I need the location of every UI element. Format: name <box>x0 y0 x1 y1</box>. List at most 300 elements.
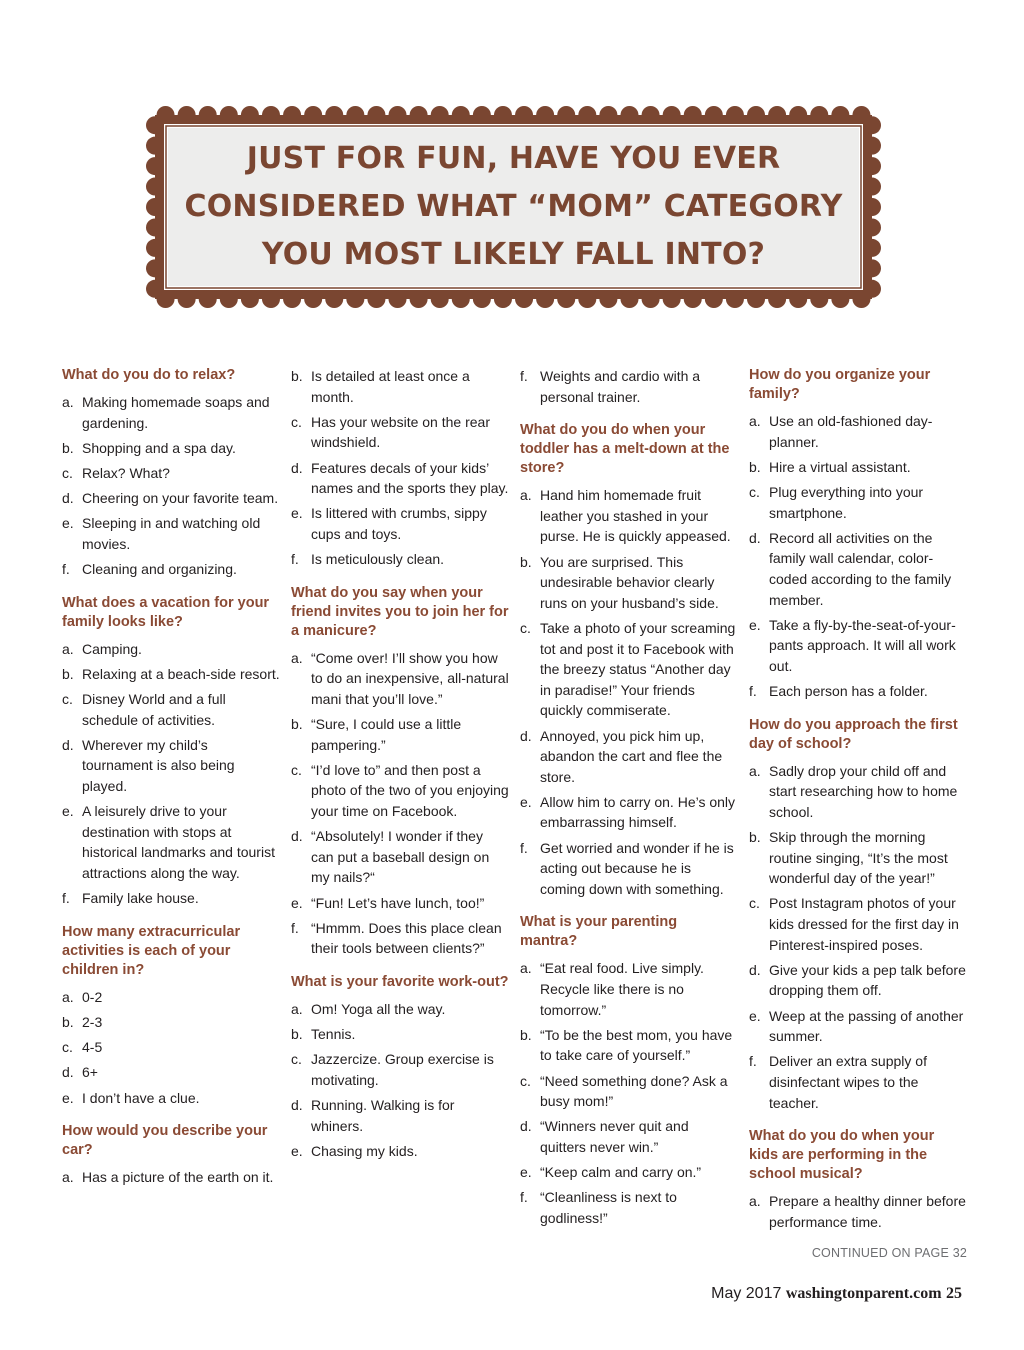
option-text: Wherever my child’s tournament is also being played. <box>82 736 235 795</box>
answer-list <box>291 366 509 570</box>
option-text: Record all activities on the family wall calendar, color-coded according to the family member. <box>769 529 952 608</box>
scallop <box>410 290 428 308</box>
option-letter: e. <box>520 1164 532 1181</box>
option-text: Deliver an extra supply of disinfectant wipes to the teacher. <box>769 1053 927 1111</box>
scallop <box>452 106 470 124</box>
scallop <box>578 290 596 308</box>
scallop <box>642 290 660 308</box>
option-letter: d. <box>520 727 532 744</box>
answer-option <box>62 735 280 797</box>
option-letter: f. <box>62 561 70 578</box>
option-letter: b. <box>749 458 761 475</box>
option-letter: c. <box>62 464 73 481</box>
scallop <box>620 106 638 124</box>
option-text: Take a fly-by-the-seat-of-your-pants approach. It will all work out. <box>769 616 956 674</box>
scallop <box>389 106 407 124</box>
quiz-question: How would you describe your car? <box>62 1123 268 1159</box>
option-letter: b. <box>291 368 303 384</box>
scallop <box>831 106 849 124</box>
answer-list <box>291 648 509 959</box>
quiz-question: What do you do to relax? <box>62 367 236 383</box>
answer-option <box>520 366 738 407</box>
scallop <box>747 290 765 308</box>
option-text: Weep at the passing of another summer. <box>769 1007 964 1045</box>
scallop <box>863 178 881 196</box>
quiz-column-1 <box>62 366 280 1202</box>
scallop <box>663 106 681 124</box>
answer-option <box>520 838 738 900</box>
answer-list <box>749 1191 967 1232</box>
scallop <box>620 290 638 308</box>
option-letter: e. <box>291 894 303 911</box>
scallop <box>663 290 681 308</box>
answer-option <box>291 1049 509 1090</box>
option-text: Has a picture of the earth on it. <box>82 1169 274 1186</box>
scallop <box>705 106 723 124</box>
answer-option <box>749 1006 967 1047</box>
option-text: “Need something done? Ask a busy mom!” <box>540 1072 728 1110</box>
answer-list <box>749 761 967 1113</box>
option-letter: a. <box>520 487 532 504</box>
scallop <box>473 106 491 124</box>
option-letter: f. <box>749 1053 757 1070</box>
option-letter: d. <box>749 529 761 546</box>
option-letter: e. <box>62 803 74 820</box>
answer-option <box>62 987 280 1008</box>
quiz-question: What do you say when your friend invites you to join her for a manicure? <box>291 584 509 639</box>
answer-option <box>62 513 280 554</box>
answer-option <box>62 664 280 685</box>
scallop <box>283 290 301 308</box>
scallop <box>431 106 449 124</box>
option-letter: d. <box>291 459 303 476</box>
scallop <box>325 290 343 308</box>
option-letter: d. <box>62 490 74 507</box>
option-letter: c. <box>291 761 302 778</box>
scallop <box>768 106 786 124</box>
option-letter: c. <box>749 483 760 500</box>
scallop <box>431 290 449 308</box>
option-text: “I’d love to” and then post a photo of the two of you enjoying your time on Facebook. <box>311 761 509 820</box>
option-text: Family lake house. <box>82 890 199 907</box>
option-letter: d. <box>749 961 761 978</box>
option-text: Annoyed, you pick him up, abandon the cart and flee the store. <box>540 727 723 785</box>
scallop <box>325 106 343 124</box>
page-footer <box>711 1285 962 1303</box>
quiz-question: What is your favorite work-out? <box>291 974 509 990</box>
answer-option <box>291 918 509 959</box>
option-letter: a. <box>520 960 532 977</box>
option-text: Give your kids a pep talk before dropping them off. <box>769 961 966 999</box>
issue-date: May 2017 <box>711 1285 782 1302</box>
answer-option <box>520 485 738 547</box>
answer-option <box>62 392 280 433</box>
option-text: A leisurely drive to your destination with stops at historical landmarks and tourist attractions along the way. <box>82 803 275 882</box>
scallop <box>410 106 428 124</box>
answer-option <box>749 681 967 702</box>
answer-option <box>62 1167 280 1188</box>
option-text: “Eat real food. Live simply. Recycle like there is no tomorrow.” <box>540 960 704 1018</box>
option-letter: a. <box>62 1169 74 1186</box>
answer-option <box>520 1187 738 1228</box>
scallop <box>146 280 164 298</box>
option-text: Jazzercize. Group exercise is motivating. <box>311 1051 494 1088</box>
option-letter: c. <box>291 1051 302 1068</box>
option-letter: e. <box>62 515 74 532</box>
answer-option <box>62 801 280 883</box>
option-text: Hire a virtual assistant. <box>769 458 911 475</box>
answer-option <box>62 559 280 580</box>
scallop <box>494 106 512 124</box>
answer-option <box>62 1062 280 1083</box>
scallop <box>199 106 217 124</box>
option-text: Shopping and a spa day. <box>82 439 236 456</box>
answer-list <box>520 366 738 407</box>
title-line: YOU MOST LIKELY FALL INTO? <box>261 237 766 272</box>
scallop <box>146 198 164 216</box>
scallop <box>863 157 881 175</box>
scallop <box>241 290 259 308</box>
continued-note: CONTINUED ON PAGE 32 <box>811 1246 967 1261</box>
option-text: 4-5 <box>82 1039 103 1056</box>
answer-option <box>291 366 509 407</box>
answer-option <box>520 726 738 788</box>
answer-option <box>291 826 509 888</box>
answer-option <box>62 438 280 459</box>
option-text: Sadly drop your child off and start researching how to home school. <box>769 762 958 820</box>
answer-list <box>62 1167 280 1188</box>
scallop <box>178 106 196 124</box>
scallop <box>599 106 617 124</box>
scallop <box>536 106 554 124</box>
answer-option <box>749 482 967 523</box>
answer-option <box>749 827 967 889</box>
scallop <box>747 106 765 124</box>
answer-list <box>291 999 509 1162</box>
quiz-question: How many extracurricular activities is each of your children in? <box>62 923 241 978</box>
option-text: “Winners never quit and quitters never win.” <box>540 1118 689 1155</box>
quiz-question: What is your parenting mantra? <box>520 914 678 950</box>
option-letter: c. <box>749 895 760 912</box>
option-text: Is littered with crumbs, sippy cups and toys. <box>311 505 487 542</box>
scallop <box>178 290 196 308</box>
answer-option <box>749 411 967 452</box>
option-letter: d. <box>520 1118 532 1135</box>
answer-option <box>749 615 967 677</box>
site-name: washingtonparent.com <box>785 1285 942 1302</box>
scallop <box>599 290 617 308</box>
option-text: Get worried and wonder if he is acting out because he is coming down with something. <box>540 839 734 897</box>
option-letter: f. <box>291 919 299 936</box>
option-letter: d. <box>62 1064 74 1081</box>
option-text: Allow him to carry on. He’s only embarrassing himself. <box>540 793 736 831</box>
option-text: Relaxing at a beach-side resort. <box>82 665 280 682</box>
option-letter: b. <box>520 1026 532 1043</box>
option-letter: b. <box>291 716 303 733</box>
title-line: CONSIDERED WHAT “MOM” CATEGORY <box>184 189 843 224</box>
option-letter: b. <box>749 829 761 846</box>
answer-option <box>62 689 280 730</box>
answer-option <box>62 1088 280 1109</box>
answer-list <box>520 485 738 899</box>
quiz-column-2 <box>291 366 509 1176</box>
scallop <box>494 290 512 308</box>
title-banner <box>146 106 881 308</box>
option-text: “Cleanliness is next to godliness!” <box>540 1189 677 1226</box>
option-text: Has your website on the rear windshield. <box>311 413 490 451</box>
scallop <box>863 198 881 216</box>
option-text: “Keep calm and carry on.” <box>540 1164 702 1181</box>
option-letter: e. <box>291 505 303 522</box>
option-text: “Sure, I could use a little pampering.” <box>311 716 462 753</box>
answer-option <box>291 549 509 570</box>
option-text: Cheering on your favorite team. <box>82 490 279 507</box>
option-text: Running. Walking is for whiners. <box>311 1097 455 1134</box>
scallop <box>684 106 702 124</box>
scallop <box>789 106 807 124</box>
option-letter: b. <box>62 1014 74 1030</box>
answer-option <box>62 1012 280 1033</box>
option-text: Om! Yoga all the way. <box>311 1001 446 1017</box>
answer-option <box>520 792 738 833</box>
option-text: Hand him homemade fruit leather you stashed in your purse. He is quickly appeased. <box>540 487 731 545</box>
quiz-column-3 <box>520 366 738 1243</box>
option-letter: f. <box>62 890 70 907</box>
option-letter: f. <box>520 1189 528 1206</box>
answer-option <box>520 958 738 1020</box>
answer-option <box>749 457 967 478</box>
answer-option <box>62 888 280 909</box>
option-text: Making homemade soaps and gardening. <box>82 394 270 431</box>
scallop <box>863 280 881 298</box>
option-text: Weights and cardio with a personal trainer. <box>540 368 701 405</box>
scallop <box>863 239 881 257</box>
option-text: Is detailed at least once a month. <box>311 368 470 405</box>
scallop <box>199 290 217 308</box>
option-text: Plug everything into your smartphone. <box>769 483 924 521</box>
option-text: “Hmmm. Does this place clean their tools between clients?” <box>311 919 502 957</box>
answer-option <box>291 503 509 544</box>
scallop <box>146 137 164 155</box>
option-letter: a. <box>749 413 761 429</box>
scallop <box>863 218 881 236</box>
option-text: Disney World and a full schedule of activities. <box>82 691 226 728</box>
scallop <box>726 290 744 308</box>
page-number: 25 <box>946 1285 962 1302</box>
answer-option <box>291 1141 509 1162</box>
answer-list <box>520 958 738 1228</box>
scallop <box>473 290 491 308</box>
scallop <box>831 290 849 308</box>
option-letter: d. <box>62 736 74 753</box>
option-text: Cleaning and organizing. <box>82 561 237 578</box>
scallop <box>367 290 385 308</box>
option-text: Use an old-fashioned day-planner. <box>769 413 933 450</box>
answer-option <box>520 1162 738 1183</box>
option-letter: c. <box>291 413 302 430</box>
scallop <box>863 137 881 155</box>
scallop <box>705 290 723 308</box>
option-text: “Absolutely! I wonder if they can put a baseball design on my nails?“ <box>311 828 490 886</box>
scallop <box>304 106 322 124</box>
scallop <box>810 106 828 124</box>
option-letter: c. <box>62 691 73 708</box>
option-letter: d. <box>291 828 303 845</box>
option-letter: a. <box>62 394 74 410</box>
quiz-question: How do you approach the first day of school? <box>749 716 958 752</box>
scallop <box>220 290 238 308</box>
answer-option <box>520 618 738 721</box>
option-text: Tennis. <box>311 1026 356 1043</box>
option-letter: e. <box>749 616 761 633</box>
page-title <box>185 135 843 279</box>
scallop <box>726 106 744 124</box>
option-letter: e. <box>749 1007 761 1024</box>
answer-list <box>62 639 280 909</box>
answer-option <box>62 639 280 660</box>
option-letter: a. <box>749 762 761 779</box>
answer-option <box>520 1025 738 1066</box>
scallop <box>146 218 164 236</box>
scallop <box>789 290 807 308</box>
scallop <box>146 157 164 175</box>
scallop <box>536 290 554 308</box>
answer-option <box>291 714 509 755</box>
option-text: Relax? What? <box>82 464 170 481</box>
scallop <box>642 106 660 124</box>
option-text: I don’t have a clue. <box>82 1089 200 1106</box>
quiz-column-4 <box>749 366 967 1260</box>
scallop <box>863 116 881 134</box>
option-letter: c. <box>62 1039 73 1056</box>
scallop <box>515 290 533 308</box>
option-letter: e. <box>62 1089 74 1106</box>
option-letter: f. <box>520 839 528 856</box>
answer-option <box>749 1191 967 1232</box>
quiz-question: What does a vacation for your family looks like? <box>62 594 270 630</box>
scallop <box>768 290 786 308</box>
answer-option <box>291 760 509 822</box>
scallop <box>810 290 828 308</box>
answer-option <box>520 1071 738 1112</box>
title-panel <box>168 128 859 286</box>
option-text: 6+ <box>82 1064 98 1081</box>
answer-option <box>749 1051 967 1113</box>
scallop <box>262 290 280 308</box>
answer-option <box>520 552 738 614</box>
option-text: “To be the best mom, you have to take care of yourself.” <box>540 1026 733 1064</box>
option-letter: f. <box>520 368 528 384</box>
option-text: Is meticulously clean. <box>311 551 445 568</box>
answer-list <box>749 411 967 702</box>
answer-option <box>291 1095 509 1136</box>
scallop <box>389 290 407 308</box>
answer-option <box>291 999 509 1020</box>
answer-option <box>62 488 280 509</box>
scallop <box>304 290 322 308</box>
answer-option <box>749 893 967 955</box>
option-letter: a. <box>291 1001 303 1017</box>
option-letter: c. <box>520 619 531 636</box>
answer-list <box>62 392 280 580</box>
answer-option <box>62 1037 280 1058</box>
quiz-question: What do you do when your kids are performing in the school musical? <box>749 1128 935 1183</box>
scallop <box>684 290 702 308</box>
option-letter: b. <box>62 665 74 682</box>
scallop <box>578 106 596 124</box>
option-text: “Fun! Let’s have lunch, too!” <box>311 894 485 911</box>
answer-option <box>62 463 280 484</box>
quiz-question: How do you organize your family? <box>749 367 931 402</box>
option-text: Features decals of your kids’ names and the sports they play. <box>311 459 509 497</box>
answer-option <box>520 1116 738 1157</box>
option-text: Skip through the morning routine singing, “It’s the most wonderful day of the year!” <box>769 829 948 887</box>
option-letter: e. <box>291 1142 303 1159</box>
option-letter: a. <box>62 640 74 657</box>
quiz-question: What do you do when your toddler has a melt-down at the store? <box>520 422 730 477</box>
option-letter: b. <box>520 553 532 570</box>
option-text: Sleeping in and watching old movies. <box>82 515 261 552</box>
option-letter: b. <box>291 1026 303 1043</box>
option-letter: f. <box>291 551 299 568</box>
scallop <box>452 290 470 308</box>
scallop <box>283 106 301 124</box>
answer-option <box>291 1024 509 1045</box>
scallop <box>367 106 385 124</box>
answer-option <box>291 458 509 499</box>
scallop <box>515 106 533 124</box>
option-letter: f. <box>749 683 757 700</box>
scallop <box>346 106 364 124</box>
option-letter: b. <box>62 439 74 456</box>
scallop <box>146 116 164 134</box>
scallop <box>557 106 575 124</box>
scallop <box>346 290 364 308</box>
option-text: “Come over! I’ll show you how to do an inexpensive, all-natural mani that you’ll love.” <box>311 649 509 707</box>
title-line: JUST FOR FUN, HAVE YOU EVER <box>246 141 781 176</box>
option-text: 0-2 <box>82 988 103 1005</box>
scallop <box>863 259 881 277</box>
scallop <box>146 259 164 277</box>
option-text: You are surprised. This undesirable behavior clearly runs on your husband’s side. <box>540 553 719 611</box>
answer-option <box>749 528 967 610</box>
scallop <box>146 178 164 196</box>
answer-list <box>62 987 280 1108</box>
scallop <box>262 106 280 124</box>
option-letter: a. <box>62 988 74 1005</box>
answer-option <box>291 412 509 453</box>
option-letter: e. <box>520 793 532 810</box>
option-letter: a. <box>291 649 303 666</box>
scallop <box>146 239 164 257</box>
option-text: Camping. <box>82 640 142 657</box>
option-text: 2-3 <box>82 1014 103 1030</box>
scallop <box>220 106 238 124</box>
option-letter: d. <box>291 1097 303 1114</box>
option-text: Each person has a folder. <box>769 683 928 700</box>
option-letter: c. <box>520 1072 531 1089</box>
scallop <box>241 106 259 124</box>
option-letter: a. <box>749 1193 761 1210</box>
scallop <box>557 290 575 308</box>
option-text: Take a photo of your screaming tot and post it to Facebook with the breezy status “Another day in paradise!” Your friends quickly commiserate. <box>540 619 736 719</box>
option-text: Chasing my kids. <box>311 1142 418 1159</box>
answer-option <box>749 761 967 823</box>
answer-option <box>749 960 967 1001</box>
option-text: Prepare a healthy dinner before performance time. <box>769 1193 966 1230</box>
answer-option <box>291 893 509 914</box>
option-text: Post Instagram photos of your kids dressed for the first day in Pinterest-inspired poses. <box>769 895 959 953</box>
